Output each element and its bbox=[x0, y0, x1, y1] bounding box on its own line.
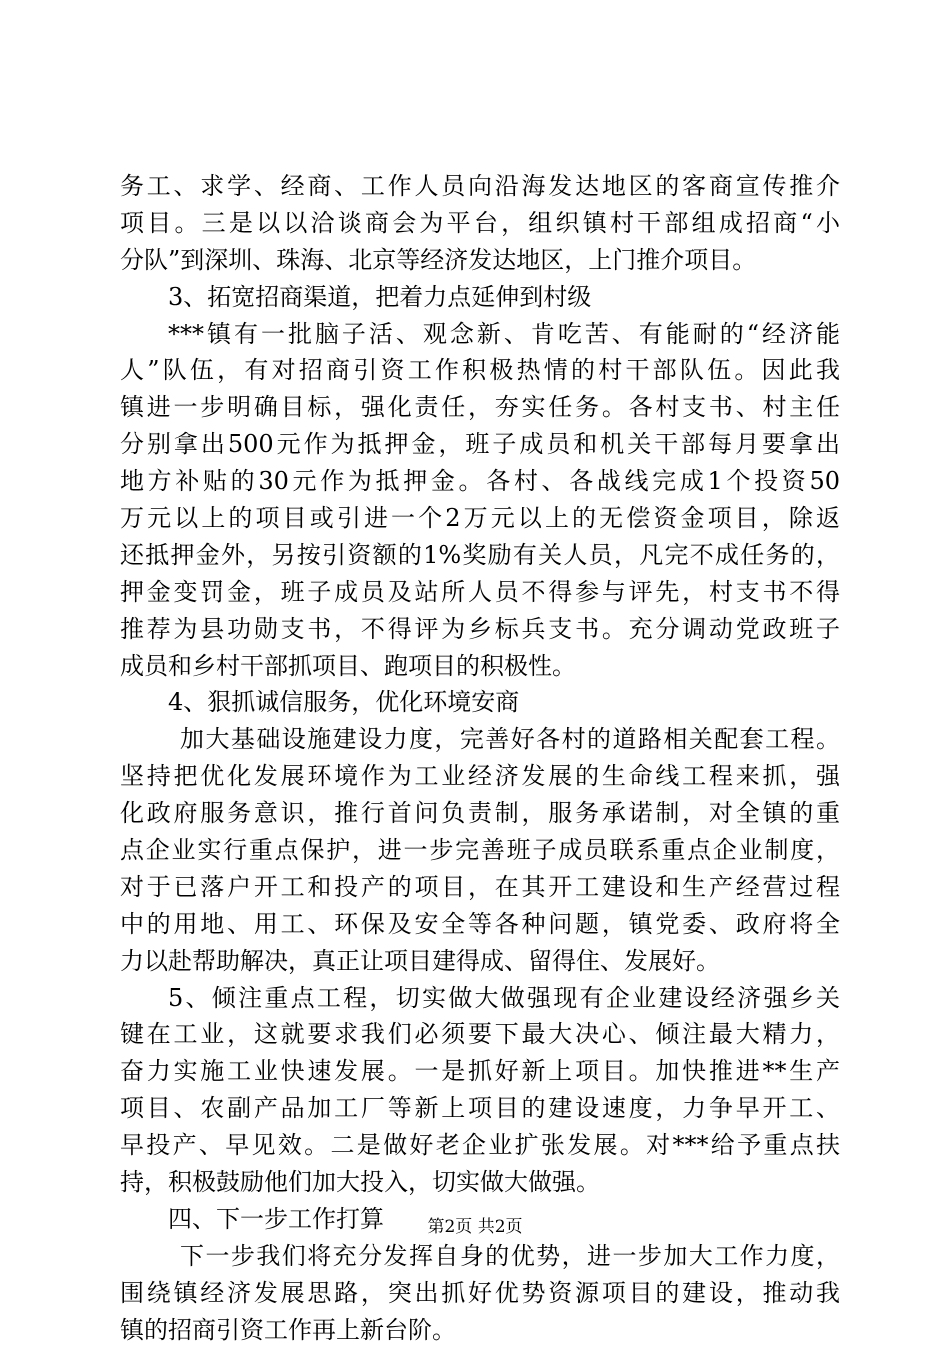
body-line: 化政府服务意识，推行首问负责制，服务承诺制，对全镇的重 bbox=[120, 799, 840, 828]
body-line: 务工、求学、经商、工作人员向沿海发达地区的客商宣传推介 bbox=[120, 172, 840, 200]
body-line: 早投产、早见效。二是做好老企业扩张发展。对***给予重点扶 bbox=[120, 1131, 840, 1160]
body-line: 中的用地、用工、环保及安全等各种问题，镇党委、政府将全 bbox=[120, 909, 840, 938]
body-line: 围绕镇经济发展思路，突出抓好优势资源项目的建设，推动我 bbox=[120, 1278, 840, 1307]
page-footer bbox=[0, 1215, 950, 1239]
body-line: 地方补贴的30元作为抵押金。各村、各战线完成1个投资50 bbox=[120, 467, 840, 496]
body-line: 分队”到深圳、珠海、北京等经济发达地区，上门推介项目。 bbox=[120, 245, 757, 274]
body-line: 加大基础设施建设力度，完善好各村的道路相关配套工程。 bbox=[180, 725, 840, 754]
body-line: 奋力实施工业快速发展。一是抓好新上项目。加快推进**生产 bbox=[120, 1057, 840, 1086]
body-line: 项目、农副产品加工厂等新上项目的建设速度，力争早开工、 bbox=[120, 1094, 840, 1123]
document-body bbox=[120, 168, 840, 1349]
section-heading-next-steps: 四、下一步工作打算 bbox=[168, 1204, 384, 1233]
body-line: 万元以上的项目或引进一个2万元以上的无偿资金项目，除返 bbox=[120, 504, 840, 533]
body-line: ***镇有一批脑子活、观念新、肯吃苦、有能耐的“经济能 bbox=[168, 319, 840, 348]
body-line: 分别拿出500元作为抵押金，班子成员和机关干部每月要拿出 bbox=[120, 430, 840, 459]
body-line: 人”队伍，有对招商引资工作积极热情的村干部队伍。因此我 bbox=[120, 356, 840, 385]
body-line: 坚持把优化发展环境作为工业经济发展的生命线工程来抓，强 bbox=[120, 762, 840, 791]
body-line: 力以赴帮助解决，真正让项目建得成、留得住、发展好。 bbox=[120, 946, 720, 975]
page-number: 第2页 共2页 bbox=[427, 1217, 523, 1237]
body-line: 镇的招商引资工作再上新台阶。 bbox=[120, 1315, 456, 1344]
body-line: 还抵押金外，另按引资额的1%奖励有关人员，凡完不成任务的， bbox=[120, 540, 840, 569]
body-line: 键在工业，这就要求我们必须要下最大决心、倾注最大精力， bbox=[120, 1020, 840, 1049]
body-line: 押金变罚金，班子成员及站所人员不得参与评先，村支书不得 bbox=[120, 577, 840, 606]
body-line: 项目。三是以以洽谈商会为平台，组织镇村干部组成招商“小 bbox=[120, 208, 840, 237]
body-line: 成员和乡村干部抓项目、跑项目的积极性。 bbox=[120, 651, 576, 680]
body-line: 持，积极鼓励他们加大投入，切实做大做强。 bbox=[120, 1168, 600, 1197]
body-line: 点企业实行重点保护，进一步完善班子成员联系重点企业制度， bbox=[120, 836, 840, 865]
body-line: 下一步我们将充分发挥自身的优势，进一步加大工作力度， bbox=[180, 1241, 840, 1270]
section-heading-5: 5、倾注重点工程，切实做大做强现有企业建设经济强乡关 bbox=[168, 983, 840, 1012]
section-heading-3: 3、拓宽招商渠道，把着力点延伸到村级 bbox=[168, 282, 592, 311]
body-line: 推荐为县功勋支书，不得评为乡标兵支书。充分调动党政班子 bbox=[120, 614, 840, 643]
body-line: 镇进一步明确目标，强化责任，夯实任务。各村支书、村主任 bbox=[120, 393, 840, 422]
body-line: 对于已落户开工和投产的项目，在其开工建设和生产经营过程 bbox=[120, 872, 840, 901]
section-heading-4: 4、狠抓诚信服务，优化环境安商 bbox=[168, 688, 520, 717]
